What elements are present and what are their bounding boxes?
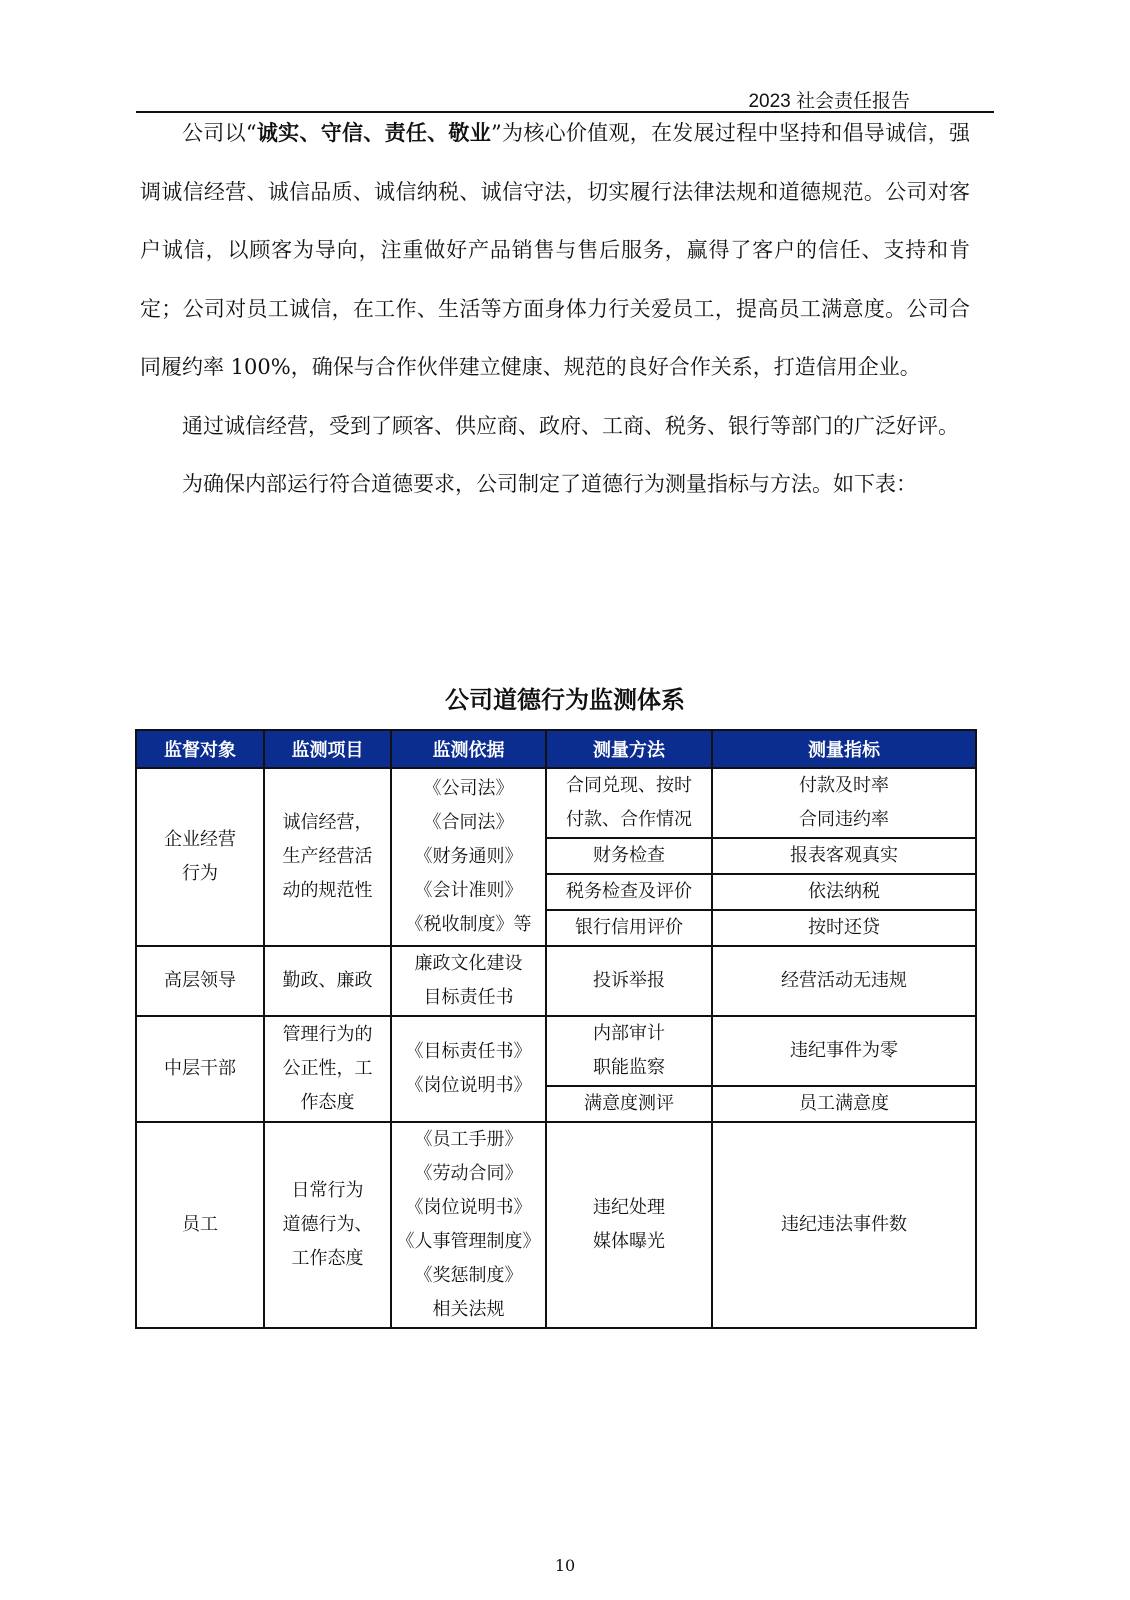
cell-line: 公正性，工 — [282, 1058, 373, 1079]
cell-line: 《会计准则》 — [414, 880, 523, 901]
table-title: 公司道德行为监测体系 — [445, 686, 685, 714]
cell-method — [546, 1122, 712, 1328]
cell-line: 作态度 — [300, 1092, 355, 1113]
cell-object: 中层干部 — [136, 1016, 264, 1122]
cell-line: 行为 — [182, 863, 218, 884]
table-header-row — [136, 730, 976, 768]
cell-line: 《税收制度》等 — [405, 914, 532, 935]
cell-line: 内部审计 — [593, 1023, 665, 1044]
cell-line: 媒体曝光 — [593, 1231, 665, 1252]
cell-method — [546, 768, 712, 838]
cell-line: 《岗位说明书》 — [405, 1075, 532, 1096]
cell-line: 廉政文化建设 — [414, 953, 523, 974]
cell-basis — [391, 946, 546, 1016]
cell-indicator: 经营活动无违规 — [712, 946, 976, 1016]
cell-line: 相关法规 — [432, 1299, 505, 1320]
cell-basis — [391, 1016, 546, 1122]
cell-item: 勤政、廉政 — [264, 946, 391, 1016]
cell-line: 《劳动合同》 — [414, 1163, 523, 1184]
table-row — [136, 946, 976, 1016]
cell-line: 职能监察 — [593, 1057, 665, 1078]
header-basis: 监测依据 — [391, 730, 546, 768]
paragraph-integrity-rest: ”为核心价值观，在发展过程中坚持和倡导诚信，强调诚信经营、诚信品质、诚信纳税、诚信守法，切实履行法律法规和道德规范。公司对客户诚信，以顾客为导向，注重做好产品销售与售后服务，赢得了客户的信任、支持和肯定；公司对员工诚信，在工作、生活等方面身体力行关爱员工，提高员工满意度。公司合同履约率 100%，确保与合作伙伴建立健康、规范的良好合作关系，打造信用企业。 — [140, 121, 971, 379]
paragraph-integrity-lead: 公司以“ — [182, 121, 257, 145]
report-title: 2023 社会责任报告 — [748, 91, 910, 112]
cell-line: 《财务通则》 — [414, 846, 523, 867]
paragraph-integrity — [140, 104, 970, 397]
cell-line: 道德行为、 — [282, 1214, 373, 1235]
cell-object: 员工 — [136, 1122, 264, 1328]
cell-line: 付款、合作情况 — [566, 809, 692, 830]
header-method: 测量方法 — [546, 730, 712, 768]
cell-indicator: 报表客观真实 — [712, 838, 976, 874]
cell-item — [264, 1122, 391, 1328]
cell-indicator: 员工满意度 — [712, 1086, 976, 1122]
cell-line: 《奖惩制度》 — [414, 1265, 523, 1286]
cell-line: 诚信经营， — [282, 812, 373, 833]
ethics-monitoring-table — [135, 729, 977, 1329]
cell-line: 动的规范性 — [282, 880, 373, 901]
cell-line: 管理行为的 — [282, 1024, 373, 1045]
cell-line: 违纪处理 — [593, 1197, 665, 1218]
cell-method: 银行信用评价 — [546, 910, 712, 946]
cell-indicator — [712, 768, 976, 838]
cell-method: 投诉举报 — [546, 946, 712, 1016]
cell-line: 《目标责任书》 — [405, 1041, 532, 1062]
header-object: 监督对象 — [136, 730, 264, 768]
core-values: 诚实、守信、责任、敬业 — [256, 121, 492, 145]
table-row — [136, 1016, 976, 1086]
cell-object: 高层领导 — [136, 946, 264, 1016]
cell-indicator: 违纪事件为零 — [712, 1016, 976, 1086]
cell-method — [546, 1016, 712, 1086]
cell-object — [136, 768, 264, 946]
cell-method: 财务检查 — [546, 838, 712, 874]
cell-basis — [391, 768, 546, 946]
cell-line: 付款及时率 — [799, 775, 889, 796]
paragraph-reputation: 通过诚信经营，受到了顾客、供应商、政府、工商、税务、银行等部门的广泛好评。 — [182, 413, 959, 438]
cell-line: 企业经营 — [164, 829, 236, 850]
cell-line: 工作态度 — [291, 1248, 364, 1269]
header-item: 监测项目 — [264, 730, 391, 768]
cell-item — [264, 1016, 391, 1122]
cell-indicator: 违纪违法事件数 — [712, 1122, 976, 1328]
cell-line: 日常行为 — [291, 1180, 364, 1201]
cell-line: 《岗位说明书》 — [405, 1197, 532, 1218]
cell-line: 生产经营活 — [282, 846, 373, 867]
cell-line: 目标责任书 — [423, 987, 514, 1008]
table-row — [136, 1122, 976, 1328]
cell-indicator: 依法纳税 — [712, 874, 976, 910]
header-indicator: 测量指标 — [712, 730, 976, 768]
cell-line: 《员工手册》 — [414, 1129, 523, 1150]
cell-method: 税务检查及评价 — [546, 874, 712, 910]
cell-method: 满意度测评 — [546, 1086, 712, 1122]
cell-line: 合同兑现、按时 — [566, 775, 692, 796]
cell-basis — [391, 1122, 546, 1328]
table-row — [136, 768, 976, 838]
page-number: 10 — [554, 1556, 576, 1575]
cell-line: 合同违约率 — [799, 809, 889, 830]
cell-indicator: 按时还贷 — [712, 910, 976, 946]
cell-line: 《公司法》 — [423, 778, 514, 799]
cell-line: 《人事管理制度》 — [396, 1231, 541, 1252]
body-text — [140, 104, 970, 514]
paragraph-table-intro: 为确保内部运行符合道德要求，公司制定了道德行为测量指标与方法。如下表： — [182, 472, 917, 496]
cell-line: 《合同法》 — [423, 812, 514, 833]
cell-item — [264, 768, 391, 946]
